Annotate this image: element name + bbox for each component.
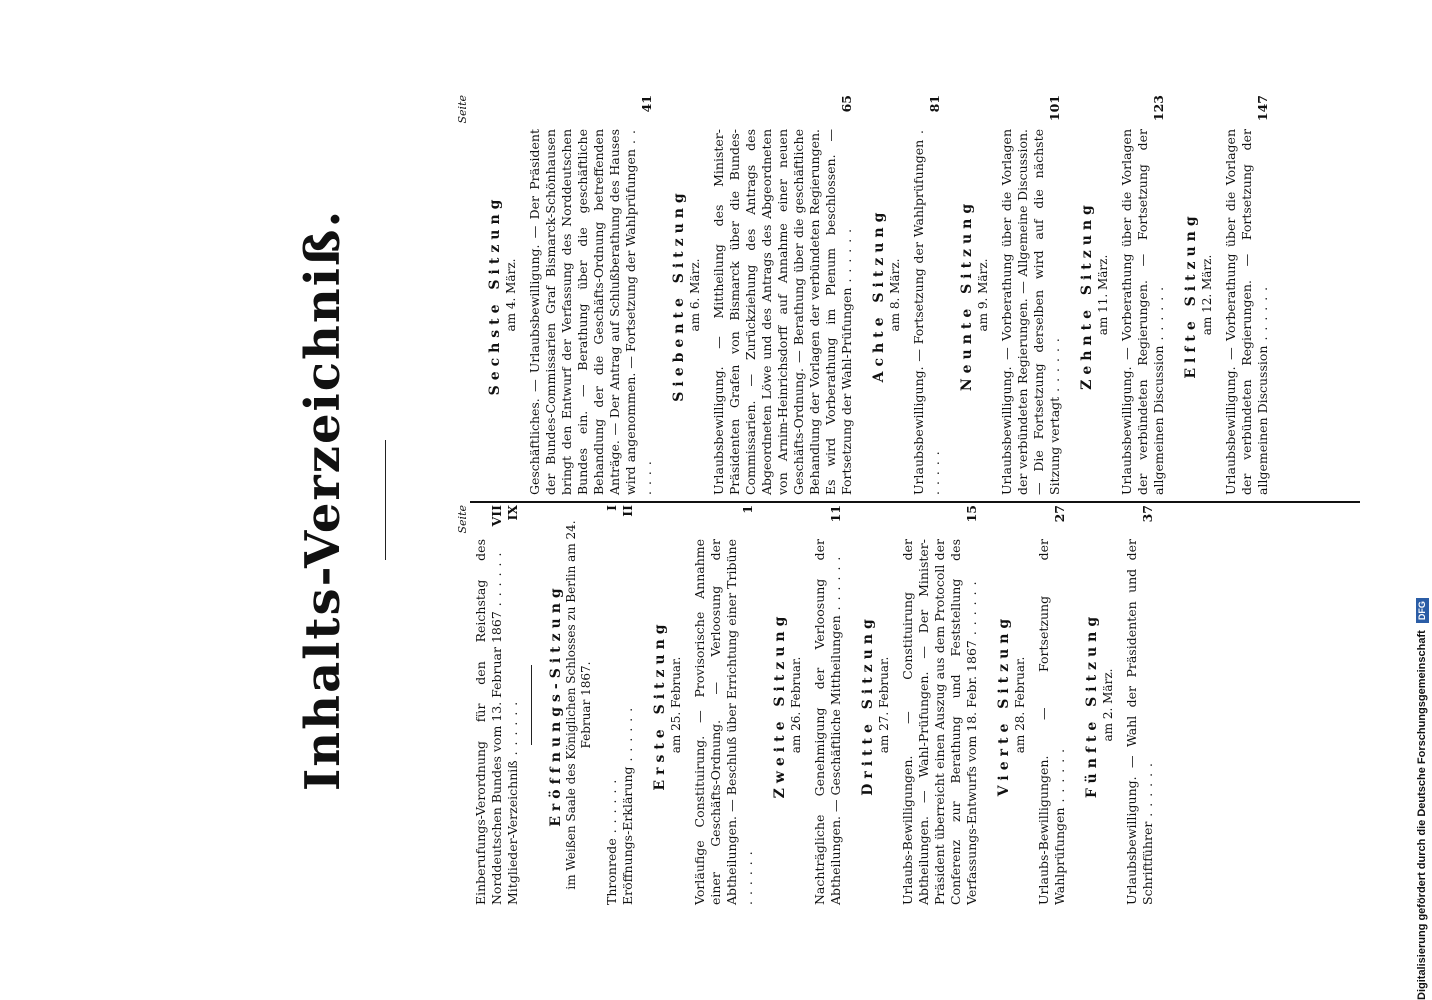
toc-entry-page: II bbox=[620, 505, 635, 517]
sitzung-title: Siebente Sitzung bbox=[671, 188, 687, 402]
toc-entry bbox=[620, 505, 636, 905]
toc-entry-page: 147 bbox=[1255, 95, 1270, 122]
sitzung-date: am 27. Februar. bbox=[877, 656, 891, 754]
toc-entry-page: I bbox=[604, 505, 619, 511]
toc-entry bbox=[1119, 95, 1167, 495]
stamp-text: Digitalisierung gefördert durch die Deutsche Forschungsgemeinschaft bbox=[1416, 630, 1428, 1000]
sitzung-date: am 28. Februar. bbox=[1013, 656, 1027, 754]
sitzung-title: Zehnte Sitzung bbox=[1079, 200, 1095, 390]
toc-entry bbox=[1124, 505, 1156, 905]
toc-entry-text: Urlaubsbewilligung. — Vorberathung über die Vorlagen der verbündeten Regierungen. — Fortsetzung der allgemeinen Discussion . . . bbox=[1223, 129, 1270, 495]
sitzung-date: am 26. Februar. bbox=[789, 656, 803, 754]
toc-entry-page: VII bbox=[489, 505, 504, 527]
toc-entry-text: Urlaubsbewilligung. — Vorberathung über die Vorlagen der verbündeten Regierungen. — Allgemeine Discussion. — Die Fortsetzung derselben wird auf die nächste Sitzung vertagt . . . bbox=[999, 129, 1062, 495]
toc-entry-page: 1 bbox=[740, 505, 755, 514]
spacer bbox=[594, 505, 604, 905]
sitzung-date: am 11. März. bbox=[1096, 254, 1110, 336]
sitzung-title: Sechste Sitzung bbox=[487, 194, 503, 396]
toc-entry-text: Urlaubsbewilligung. — Fortsetzung der Wahlprüfungen . . . bbox=[911, 129, 942, 495]
sitzung-title: Dritte Sitzung bbox=[860, 614, 876, 796]
toc-entry-page: 11 bbox=[828, 505, 843, 523]
toc-entry-page: 101 bbox=[1047, 95, 1062, 122]
sitzung-title: Achte Sitzung bbox=[871, 207, 887, 383]
toc-entry-text: Mitglieder-Verzeichniß . . . bbox=[505, 701, 520, 905]
toc-entry-page: 37 bbox=[1140, 505, 1155, 523]
column-divider bbox=[470, 501, 1360, 503]
toc-entry bbox=[505, 505, 521, 905]
toc-entry bbox=[900, 505, 980, 905]
toc-entry-text: Eröffnungs-Erklärung . . . bbox=[620, 707, 635, 905]
sitzung-title: Fünfte Sitzung bbox=[1084, 611, 1100, 799]
sitzung-date: am 2. März. bbox=[1101, 668, 1115, 742]
sitzung-date: am 25. Februar. bbox=[669, 656, 683, 754]
document-title: Inhalts-Verzeichniß. bbox=[295, 208, 351, 792]
sitzung-title: Vierte Sitzung bbox=[996, 613, 1012, 797]
eroeffnung-subtitle: im Weißen Saale des Königlichen Schlosses zu Berlin am 24. Februar 1867. bbox=[564, 520, 593, 890]
toc-entry-text: Urlaubsbewilligung. — Wahl der Präsidenten und der Schriftführer . . . bbox=[1124, 539, 1155, 905]
toc-entry-page: 41 bbox=[639, 95, 654, 113]
toc-entry-page: IX bbox=[505, 505, 520, 521]
section-divider bbox=[531, 665, 532, 745]
sitzung-date: am 12. März. bbox=[1200, 254, 1214, 336]
toc-entry bbox=[692, 505, 756, 905]
sitzung-date: am 6. März. bbox=[688, 258, 702, 332]
toc-entry-text: Urlaubs-Bewilligungen. — Constituirung der Abtheilungen. — Wahl-Prüfungen. — Der Minister-Präsident überreicht einen Auszug aus dem Protocoll der Conferenz zur Berathung und Feststellung des Verfassungs-Entwurfs vom 18. Febr. 1867 . . . bbox=[900, 539, 979, 905]
title-divider bbox=[385, 440, 386, 560]
toc-entry-page: 123 bbox=[1151, 95, 1166, 122]
seite-label: Seite bbox=[456, 505, 469, 534]
sitzung-title: Neunte Sitzung bbox=[959, 198, 975, 392]
toc-entry-page: 65 bbox=[839, 95, 854, 113]
toc-entry bbox=[812, 505, 844, 905]
sitzung-title: Zweite Sitzung bbox=[772, 611, 788, 799]
toc-column-left bbox=[455, 505, 1156, 905]
toc-entry-text: Urlaubs-Bewilligungen. — Fortsetzung der Wahlprüfungen . . . bbox=[1036, 539, 1067, 905]
toc-entry bbox=[711, 95, 855, 495]
sitzung-date: am 9. März. bbox=[976, 258, 990, 332]
toc-entry bbox=[911, 95, 943, 495]
toc-entry bbox=[1036, 505, 1068, 905]
toc-entry-text: Einberufungs-Verordnung für den Reichstag des Norddeutschen Bundes vom 13. Februar 1867 . . . bbox=[473, 539, 504, 905]
toc-entry-text: Vorläufige Constituirung. — Provisorische Annahme einer Geschäfts-Ordnung. — Verloosung der Abtheilungen. — Beschluß über Errichtung einer Tribüne . . . bbox=[692, 539, 755, 905]
toc-entry bbox=[604, 505, 620, 905]
toc-entry-page: 27 bbox=[1052, 505, 1067, 523]
sitzung-title: Erste Sitzung bbox=[652, 619, 668, 791]
toc-entry-text: Urlaubsbewilligung. — Vorberathung über die Vorlagen der verbündeten Regierungen. — Fortsetzung der allgemeinen Discussion . . . bbox=[1119, 129, 1166, 495]
toc-entry-text: Nachträgliche Genehmigung der Verloosung der Abtheilungen. — Geschäftliche Mittheilungen . . . bbox=[812, 539, 843, 905]
toc-entry bbox=[527, 95, 655, 495]
toc-entry-page: 15 bbox=[964, 505, 979, 523]
toc-entry-text: Urlaubsbewilligung. — Mittheilung des Minister-Präsidenten Grafen von Bismarck über die Bundes-Commissarien. — Zurückziehung des Antrags des Abgeordneten Löwe und des Antrags des Abgeordneten von Arnim-Heinrichsdorff auf Annahme einer neuen Geschäfts-Ordnung. — Berathung über die geschäftliche Behandlung der Vorlagen der verbündeten Regierungen. Es wird Vorberathung im Plenum beschlossen. — Fortsetzung der Wahl-Prüfungen . . . bbox=[711, 129, 854, 495]
sitzung-date: am 8. März. bbox=[888, 258, 902, 332]
seite-label: Seite bbox=[456, 95, 469, 124]
sitzung-date: am 4. März. bbox=[504, 258, 518, 332]
toc-entry bbox=[1223, 95, 1271, 495]
toc-entry-text: Thronrede . . . bbox=[604, 779, 619, 905]
toc-entry-text: Geschäftliches. — Urlaubsbewilligung. — Der Präsident der Bundes-Commissarien Graf Bismarck-Schönhausen bringt den Entwurf der Verfassung des Norddeutschen Bundes ein. — Berathung über die geschäftliche Behandlung der die Geschäfts-Ordnung betreffenden Anträge. — Der Antrag auf Schlußberathung des Hauses wird angenommen. — Fortsetzung der Wahlprüfungen . . . bbox=[527, 129, 654, 495]
dfg-funding-stamp bbox=[1413, 0, 1432, 1000]
toc-entry bbox=[473, 505, 505, 905]
dfg-logo-icon: DFG bbox=[1416, 598, 1429, 623]
sitzung-title: Elfte Sitzung bbox=[1183, 211, 1199, 379]
toc-column-right bbox=[455, 95, 1271, 495]
eroeffnung-title: Eröffnungs-Sitzung bbox=[548, 583, 564, 827]
toc-entry bbox=[999, 95, 1063, 495]
toc-entry-page: 81 bbox=[927, 95, 942, 113]
